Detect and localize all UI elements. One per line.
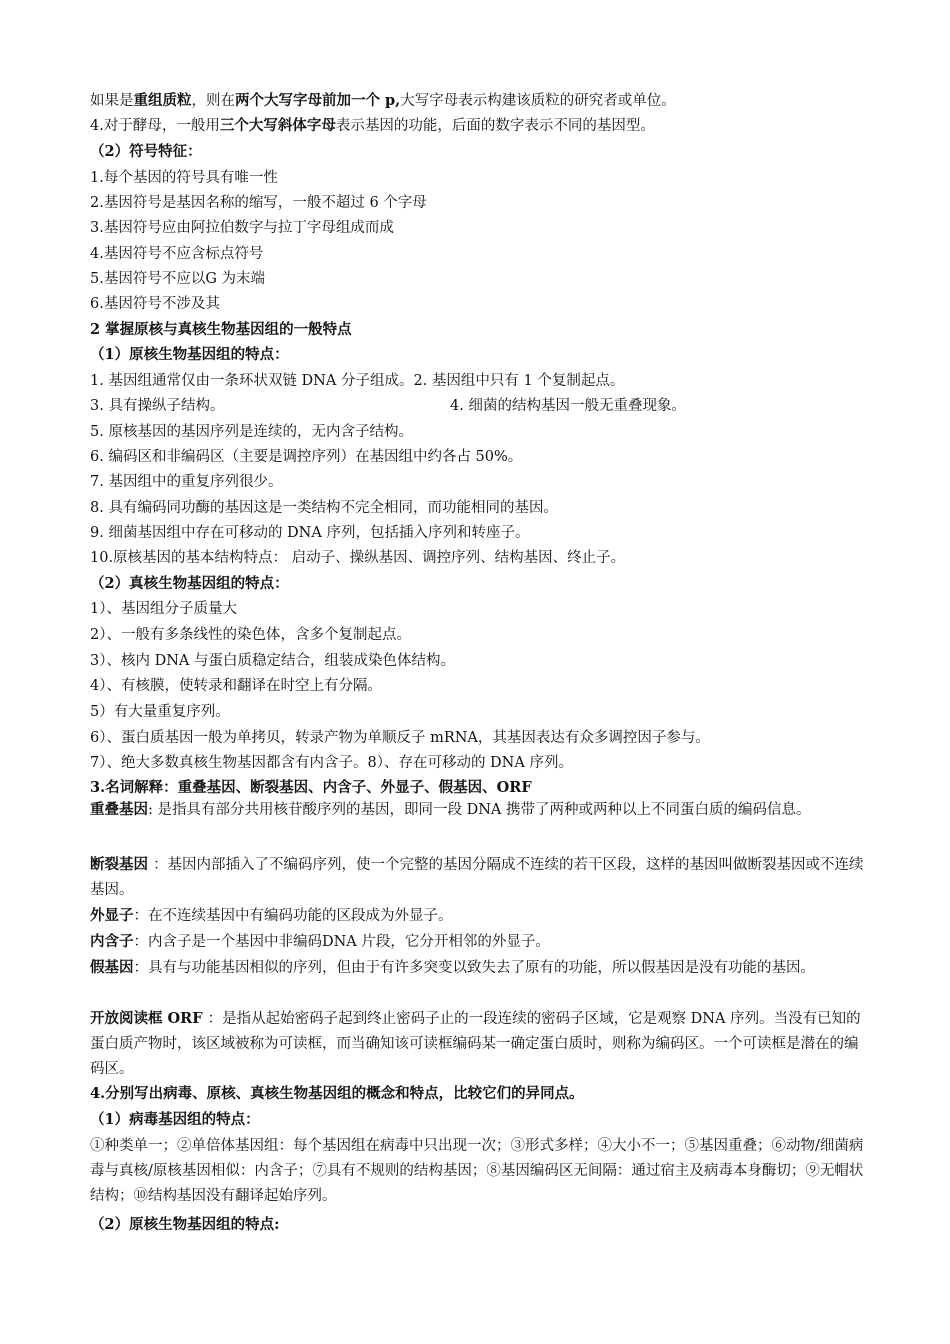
list-item: 4. 细菌的结构基因一般无重叠现象。 [450, 398, 686, 414]
list-item: 1）、基因组分子质量大 [90, 601, 237, 617]
list-item: 6）、蛋白质基因一般为单拷贝，转录产物为单顺反子 mRNA，其基因表达有众多调控因子参与。 [90, 730, 710, 746]
list-item: 6. 编码区和非编码区（主要是调控序列）在基因组中约各占 50%。 [90, 449, 523, 465]
list-item: 3. 具有操纵子结构。 [90, 398, 225, 414]
list-item: 3）、核内 DNA 与蛋白质稳定结合，组装成染色体结构。 [90, 653, 455, 669]
list-item: 5. 原核基因的基因序列是连续的，无内含子结构。 [90, 424, 413, 440]
list-item: 3.基因符号应由阿拉伯数字与拉丁字母组成而成 [90, 220, 394, 236]
section-4-title: 4.分别写出病毒、原核、真核生物基因组的概念和特点，比较它们的异同点。 [90, 1085, 584, 1102]
list-item: 4）、有核膜，使转录和翻译在时空上有分隔。 [90, 678, 382, 694]
list-item: 7）、绝大多数真核生物基因都含有内含子。8）、存在可移动的 DNA 序列。 [90, 755, 573, 771]
term-exon: 外显子：在不连续基因中有编码功能的区段成为外显子。 [90, 907, 453, 924]
list-item: 9. 细菌基因组中存在可移动的 DNA 序列，包括插入序列和转座子。 [90, 525, 530, 541]
plasmid-naming-line: 如果是重组质粒，则在两个大写字母前加一个 p,大写字母表示构建该质粒的研究者或单位。 [90, 92, 676, 109]
list-item: 2）、一般有多条线性的染色体，含多个复制起点。 [90, 627, 411, 643]
list-item: 5）有大量重复序列。 [90, 704, 230, 720]
term-intron: 内含子：内含子是一个基因中非编码DNA 片段，它分开相邻的外显子。 [90, 933, 550, 950]
list-item: 10.原核基因的基本结构特点： 启动子、操纵基因、调控序列、结构基因、终止子。 [90, 550, 626, 566]
symbol-features-heading: （2）符号特征： [90, 143, 202, 160]
virus-features-text: ①种类单一；②单倍体基因组：每个基因组在病毒中只出现一次；③形式多样；④大小不一；⑤基因重叠；⑥动物/细菌病毒与真核/原核基因相似：内含子；⑦具有不规则的结构基因；⑧基因编码区无间隔：通过宿主及病毒本身酶切；⑨无帽状结构；⑩结构基因没有翻译起始序列。 [90, 1138, 864, 1204]
list-item: 7. 基因组中的重复序列很少。 [90, 474, 283, 490]
list-item: 8. 具有编码同功酶的基因这是一类结构不完全相同，而功能相同的基因。 [90, 500, 558, 516]
list-item: 1.每个基因的符号具有唯一性 [90, 170, 278, 186]
eukaryote-heading: （2）真核生物基因组的特点： [90, 575, 289, 592]
section-3-title: 3.名词解释：重叠基因、断裂基因、内含子、外显子、假基因、ORF [90, 779, 532, 796]
list-item: 2.基因符号是基因名称的缩写，一般不超过 6 个字母 [90, 195, 427, 211]
term-overlapping-gene: 重叠基因: 是指具有部分共用核苷酸序列的基因，即同一段 DNA 携带了两种或两种以上不同蛋白质的编码信息。 [90, 801, 811, 818]
term-orf: 开放阅读框 ORF ：是指从起始密码子起到终止密码子止的一段连续的密码子区域，它是观察 DNA 序列。当没有已知的蛋白质产物时，该区域被称为可读框，而当确知该可读框编码某一确定蛋白质时，则称为编码区。一个可读框是潜在的编码区。 [90, 1010, 861, 1077]
term-split-gene: 断裂基因 ：基因内部插入了不编码序列，使一个完整的基因分隔成不连续的若干区段，这样的基因叫做断裂基因或不连续基因。 [90, 856, 864, 898]
list-item: 5.基因符号不应以G 为末端 [90, 271, 266, 287]
yeast-naming-line: 4.对于酵母，一般用三个大写斜体字母表示基因的功能，后面的数字表示不同的基因型。 [90, 117, 655, 134]
term-pseudogene: 假基因：具有与功能基因相似的序列，但由于有许多突变以致失去了原有的功能，所以假基因是没有功能的基因。 [90, 959, 815, 976]
list-item: 4.基因符号不应含标点符号 [90, 246, 264, 262]
prokaryote-heading-2: （2）原核生物基因组的特点: [90, 1216, 280, 1233]
list-item: 1. 基因组通常仅由一条环状双链 DNA 分子组成。2. 基因组中只有 1 个复制起点。 [90, 373, 625, 389]
section-2-title: 2 掌握原核与真核生物基因组的一般特点 [90, 321, 352, 338]
list-item: 6.基因符号不涉及其 [90, 296, 220, 312]
prokaryote-heading: （1）原核生物基因组的特点： [90, 346, 289, 363]
virus-heading: （1）病毒基因组的特点： [90, 1111, 260, 1128]
